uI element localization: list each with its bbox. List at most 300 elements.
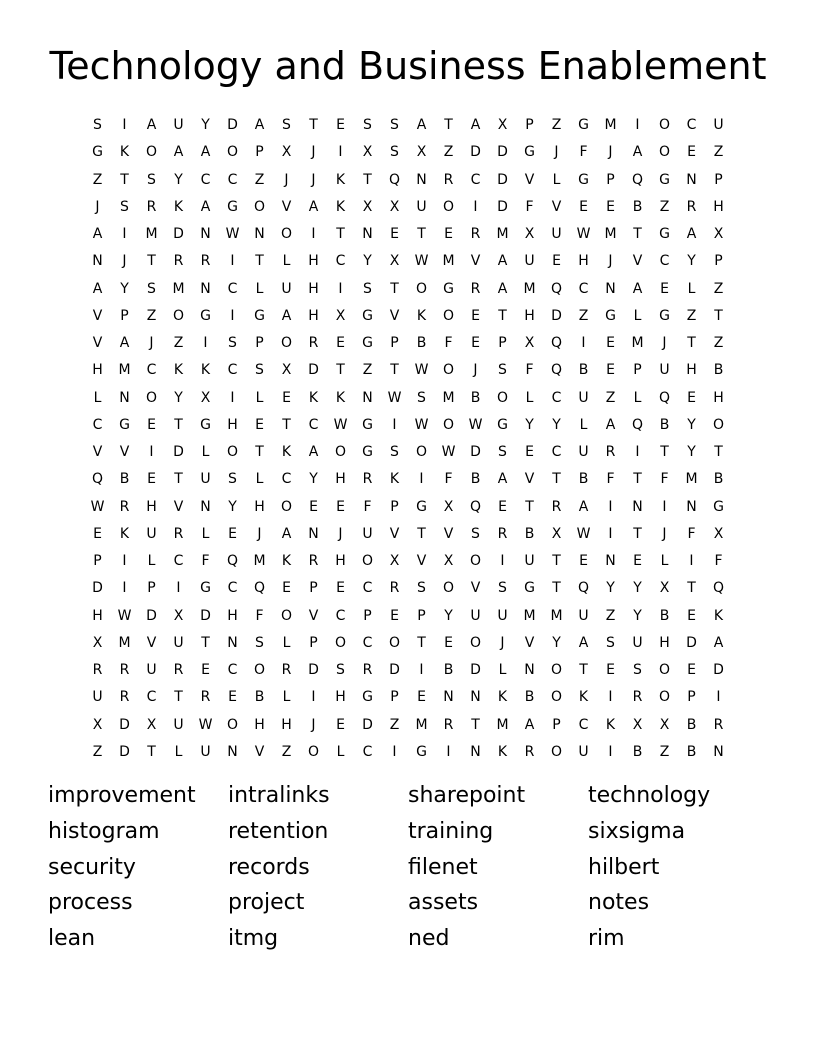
- grid-letter: V: [524, 634, 535, 651]
- grid-letter: Z: [92, 743, 103, 760]
- grid-letter: A: [146, 117, 157, 133]
- grid-letter: O: [145, 144, 158, 161]
- word-list-item: security: [48, 854, 136, 880]
- grid-letter: L: [147, 553, 156, 569]
- grid-letter: U: [713, 117, 724, 133]
- grid-letter: C: [362, 743, 373, 760]
- grid-letter: X: [389, 553, 400, 569]
- grid-letter: F: [255, 607, 264, 624]
- grid-letter: I: [176, 580, 181, 597]
- grid-letter: I: [716, 689, 721, 706]
- grid-letter: E: [201, 662, 210, 678]
- grid-letter: U: [173, 117, 184, 133]
- grid-letter: I: [122, 553, 127, 569]
- word-list-item: histogram: [48, 818, 160, 844]
- grid-letter: O: [253, 198, 266, 215]
- grid-letter: G: [254, 307, 265, 324]
- grid-letter: F: [714, 553, 723, 569]
- grid-letter: X: [659, 580, 670, 597]
- grid-letter: M: [118, 362, 131, 379]
- grid-letter: X: [335, 307, 346, 324]
- grid-letter: O: [469, 634, 482, 651]
- grid-letter: O: [415, 444, 428, 460]
- grid-letter: Y: [174, 171, 183, 188]
- grid-letter: A: [497, 280, 508, 297]
- grid-letter: W: [441, 444, 456, 460]
- grid-letter: W: [387, 389, 402, 406]
- grid-letter: R: [443, 171, 454, 188]
- grid-letter: V: [416, 553, 427, 569]
- grid-letter: F: [687, 525, 696, 542]
- grid-letter: F: [444, 335, 453, 351]
- grid-letter: O: [442, 362, 455, 379]
- grid-letter: I: [581, 335, 586, 351]
- grid-letter: E: [336, 498, 345, 515]
- grid-letter: W: [468, 416, 483, 433]
- grid-letter: L: [255, 389, 264, 406]
- grid-letter: M: [118, 634, 131, 651]
- grid-letter: O: [658, 117, 671, 133]
- grid-letter: L: [633, 307, 642, 324]
- grid-letter: V: [92, 335, 103, 351]
- grid-letter: G: [119, 416, 130, 433]
- grid-letter: V: [470, 253, 481, 270]
- grid-letter: D: [119, 743, 130, 760]
- grid-letter: B: [524, 689, 535, 706]
- grid-letter: K: [713, 607, 724, 624]
- grid-letter: G: [362, 444, 373, 460]
- grid-letter: B: [659, 416, 670, 433]
- grid-letter: K: [389, 471, 400, 488]
- grid-letter: A: [686, 226, 697, 242]
- grid-letter: L: [552, 171, 561, 188]
- grid-letter: Y: [552, 416, 561, 433]
- grid-letter: K: [578, 689, 589, 706]
- grid-letter: X: [200, 389, 211, 406]
- grid-letter: Z: [389, 716, 400, 733]
- grid-letter: H: [335, 471, 346, 488]
- grid-letter: M: [685, 471, 698, 488]
- grid-letter: U: [173, 716, 184, 733]
- grid-letter: N: [308, 525, 319, 542]
- grid-letter: R: [308, 553, 319, 569]
- grid-letter: M: [442, 253, 455, 270]
- grid-letter: P: [390, 335, 399, 351]
- grid-letter: S: [255, 634, 264, 651]
- grid-letter: P: [525, 117, 534, 133]
- grid-letter: Z: [92, 171, 103, 188]
- grid-letter: O: [280, 607, 293, 624]
- grid-letter: P: [552, 716, 561, 733]
- grid-letter: F: [363, 498, 372, 515]
- grid-letter: O: [226, 716, 239, 733]
- grid-letter: D: [227, 117, 238, 133]
- grid-letter: E: [336, 117, 345, 133]
- grid-letter: D: [92, 580, 103, 597]
- grid-letter: G: [92, 144, 103, 161]
- word-list-item: records: [228, 854, 310, 880]
- grid-letter: C: [308, 416, 319, 433]
- grid-letter: G: [659, 171, 670, 188]
- grid-letter: E: [606, 335, 615, 351]
- grid-letter: L: [633, 389, 642, 406]
- grid-letter: N: [605, 553, 616, 569]
- grid-letter: T: [687, 580, 696, 597]
- grid-letter: H: [308, 307, 319, 324]
- grid-letter: R: [119, 689, 130, 706]
- grid-letter: M: [145, 226, 158, 242]
- grid-letter: T: [336, 362, 345, 379]
- grid-letter: C: [578, 716, 589, 733]
- grid-letter: X: [497, 117, 508, 133]
- grid-letter: N: [362, 226, 373, 242]
- grid-letter: P: [633, 362, 642, 379]
- grid-letter: U: [578, 444, 589, 460]
- grid-letter: H: [227, 416, 238, 433]
- grid-letter: J: [500, 634, 505, 651]
- grid-letter: U: [551, 226, 562, 242]
- grid-letter: V: [389, 307, 400, 324]
- grid-letter: I: [311, 689, 316, 706]
- grid-letter: B: [119, 471, 130, 488]
- grid-letter: O: [550, 743, 563, 760]
- grid-letter: P: [606, 171, 615, 188]
- grid-letter: Z: [362, 362, 373, 379]
- grid-letter: C: [92, 416, 103, 433]
- grid-letter: Y: [120, 280, 129, 297]
- grid-letter: Z: [173, 335, 184, 351]
- grid-letter: E: [390, 607, 399, 624]
- grid-letter: E: [147, 416, 156, 433]
- grid-letter: G: [605, 307, 616, 324]
- word-list-item: sixsigma: [588, 818, 686, 844]
- grid-letter: T: [444, 117, 453, 133]
- grid-letter: C: [173, 553, 184, 569]
- grid-letter: R: [605, 444, 616, 460]
- grid-letter: W: [576, 525, 591, 542]
- grid-letter: R: [308, 335, 319, 351]
- grid-letter: V: [119, 444, 130, 460]
- grid-letter: M: [442, 389, 455, 406]
- grid-letter: Y: [633, 607, 642, 624]
- grid-letter: U: [524, 553, 535, 569]
- grid-letter: M: [604, 117, 617, 133]
- grid-letter: G: [713, 498, 724, 515]
- grid-letter: I: [122, 117, 127, 133]
- grid-letter: O: [388, 634, 401, 651]
- grid-letter: Q: [388, 171, 401, 188]
- grid-letter: T: [633, 471, 642, 488]
- grid-letter: N: [227, 634, 238, 651]
- grid-letter: G: [497, 416, 508, 433]
- grid-letter: R: [362, 471, 373, 488]
- grid-letter: T: [633, 525, 642, 542]
- grid-letter: H: [92, 607, 103, 624]
- grid-letter: C: [551, 389, 562, 406]
- grid-letter: L: [201, 525, 210, 542]
- grid-letter: F: [579, 144, 588, 161]
- grid-letter: S: [471, 525, 480, 542]
- grid-letter: E: [606, 198, 615, 215]
- grid-letter: R: [200, 689, 211, 706]
- grid-letter: Y: [633, 580, 642, 597]
- grid-letter: E: [255, 416, 264, 433]
- grid-letter: R: [632, 689, 643, 706]
- grid-letter: E: [147, 471, 156, 488]
- grid-letter: B: [524, 525, 535, 542]
- grid-letter: V: [470, 580, 481, 597]
- grid-letter: P: [390, 498, 399, 515]
- grid-letter: E: [417, 689, 426, 706]
- grid-letter: J: [311, 144, 316, 161]
- grid-letter: G: [578, 117, 589, 133]
- grid-letter: L: [93, 389, 102, 406]
- grid-letter: K: [200, 362, 211, 379]
- grid-letter: U: [470, 607, 481, 624]
- grid-letter: A: [497, 253, 508, 270]
- grid-letter: J: [311, 716, 316, 733]
- grid-letter: D: [146, 607, 157, 624]
- grid-letter: N: [632, 498, 643, 515]
- grid-letter: K: [119, 144, 130, 161]
- grid-letter: T: [552, 553, 561, 569]
- grid-letter: L: [498, 662, 507, 678]
- grid-letter: Z: [605, 607, 616, 624]
- grid-letter: N: [119, 389, 130, 406]
- grid-letter: H: [92, 362, 103, 379]
- word-list-item: lean: [48, 926, 96, 951]
- grid-letter: G: [200, 580, 211, 597]
- grid-letter: P: [309, 634, 318, 651]
- grid-letter: P: [120, 307, 129, 324]
- grid-letter: A: [92, 280, 103, 297]
- grid-letter: I: [419, 662, 424, 678]
- grid-letter: T: [147, 253, 156, 270]
- grid-letter: X: [443, 498, 454, 515]
- grid-letter: R: [173, 253, 184, 270]
- grid-letter: S: [606, 634, 615, 651]
- grid-letter: E: [633, 553, 642, 569]
- grid-letter: C: [146, 689, 157, 706]
- grid-letter: L: [201, 444, 210, 460]
- grid-letter: B: [713, 471, 724, 488]
- grid-letter: E: [660, 280, 669, 297]
- grid-letter: Q: [658, 389, 671, 406]
- grid-letter: M: [523, 280, 536, 297]
- grid-letter: X: [416, 144, 427, 161]
- grid-letter: S: [228, 471, 237, 488]
- grid-letter: Y: [228, 498, 237, 515]
- grid-letter: Z: [551, 117, 562, 133]
- grid-letter: R: [146, 198, 157, 215]
- grid-letter: H: [281, 716, 292, 733]
- word-list-item: technology: [588, 783, 711, 808]
- grid-letter: C: [227, 280, 238, 297]
- grid-letter: O: [280, 226, 293, 242]
- grid-letter: E: [309, 498, 318, 515]
- word-list-item: process: [48, 890, 133, 916]
- grid-letter: A: [281, 525, 292, 542]
- grid-letter: R: [119, 498, 130, 515]
- grid-letter: T: [255, 444, 264, 460]
- grid-letter: L: [579, 416, 588, 433]
- grid-letter: N: [227, 743, 238, 760]
- grid-letter: H: [335, 553, 346, 569]
- grid-letter: G: [362, 416, 373, 433]
- grid-letter: C: [200, 171, 211, 188]
- grid-letter: E: [687, 389, 696, 406]
- grid-letter: O: [307, 743, 320, 760]
- grid-letter: O: [469, 553, 482, 569]
- grid-letter: P: [309, 580, 318, 597]
- grid-letter: N: [92, 253, 103, 270]
- grid-letter: I: [446, 743, 451, 760]
- grid-letter: K: [335, 198, 346, 215]
- grid-letter: W: [225, 226, 240, 242]
- grid-letter: P: [714, 253, 723, 270]
- grid-letter: B: [632, 198, 643, 215]
- grid-letter: O: [712, 416, 725, 433]
- grid-letter: C: [551, 444, 562, 460]
- grid-letter: E: [687, 144, 696, 161]
- grid-letter: O: [550, 662, 563, 678]
- grid-letter: C: [146, 362, 157, 379]
- grid-letter: B: [416, 335, 427, 351]
- grid-letter: C: [362, 634, 373, 651]
- grid-letter: A: [119, 335, 130, 351]
- grid-letter: L: [687, 280, 696, 297]
- grid-letter: T: [552, 580, 561, 597]
- grid-letter: Q: [91, 471, 104, 488]
- grid-letter: W: [117, 607, 132, 624]
- grid-letter: T: [417, 634, 426, 651]
- grid-letter: X: [362, 144, 373, 161]
- grid-letter: Z: [281, 743, 292, 760]
- grid-letter: Z: [659, 198, 670, 215]
- grid-letter: O: [658, 144, 671, 161]
- grid-letter: I: [230, 253, 235, 270]
- grid-letter: N: [713, 743, 724, 760]
- grid-letter: F: [525, 198, 534, 215]
- grid-letter: S: [417, 580, 426, 597]
- grid-letter: V: [308, 607, 319, 624]
- grid-letter: J: [311, 171, 316, 188]
- grid-letter: Y: [687, 416, 696, 433]
- grid-letter: S: [120, 198, 129, 215]
- grid-letter: T: [174, 471, 183, 488]
- grid-letter: X: [443, 553, 454, 569]
- grid-letter: V: [281, 198, 292, 215]
- grid-letter: Z: [713, 144, 724, 161]
- grid-letter: C: [686, 117, 697, 133]
- grid-letter: R: [470, 226, 481, 242]
- grid-letter: S: [336, 662, 345, 678]
- grid-letter: D: [173, 444, 184, 460]
- grid-letter: Y: [174, 389, 183, 406]
- grid-letter: D: [308, 362, 319, 379]
- grid-letter: S: [498, 580, 507, 597]
- grid-letter: Q: [631, 171, 644, 188]
- grid-letter: C: [335, 253, 346, 270]
- grid-letter: S: [390, 117, 399, 133]
- grid-letter: O: [442, 580, 455, 597]
- grid-letter: W: [576, 226, 591, 242]
- grid-letter: U: [200, 471, 211, 488]
- grid-letter: M: [172, 280, 185, 297]
- grid-letter: E: [579, 198, 588, 215]
- grid-letter: T: [255, 253, 264, 270]
- grid-letter: O: [550, 689, 563, 706]
- grid-letter: Y: [552, 634, 561, 651]
- grid-letter: S: [390, 444, 399, 460]
- grid-letter: O: [145, 389, 158, 406]
- grid-letter: R: [686, 198, 697, 215]
- grid-letter: E: [552, 253, 561, 270]
- grid-letter: K: [173, 362, 184, 379]
- grid-letter: U: [200, 743, 211, 760]
- grid-letter: D: [551, 307, 562, 324]
- grid-letter: E: [282, 580, 291, 597]
- grid-letter: L: [282, 689, 291, 706]
- grid-letter: A: [605, 416, 616, 433]
- grid-letter: I: [149, 444, 154, 460]
- grid-letter: N: [362, 389, 373, 406]
- grid-letter: Y: [606, 580, 615, 597]
- grid-letter: B: [578, 471, 589, 488]
- grid-letter: E: [606, 362, 615, 379]
- grid-letter: U: [416, 198, 427, 215]
- grid-letter: J: [473, 362, 478, 379]
- grid-letter: O: [253, 662, 266, 678]
- grid-letter: T: [687, 335, 696, 351]
- grid-letter: R: [92, 662, 103, 678]
- grid-letter: E: [471, 307, 480, 324]
- grid-letter: R: [443, 716, 454, 733]
- grid-letter: P: [417, 607, 426, 624]
- grid-letter: I: [662, 498, 667, 515]
- grid-letter: O: [415, 280, 428, 297]
- grid-letter: V: [632, 253, 643, 270]
- grid-letter: H: [308, 280, 319, 297]
- grid-letter: D: [497, 198, 508, 215]
- grid-letter: V: [443, 525, 454, 542]
- grid-letter: X: [389, 198, 400, 215]
- grid-letter: I: [635, 117, 640, 133]
- grid-letter: S: [147, 171, 156, 188]
- grid-letter: H: [578, 253, 589, 270]
- word-list-item: hilbert: [588, 854, 660, 880]
- grid-letter: J: [338, 525, 343, 542]
- grid-letter: C: [227, 362, 238, 379]
- word-list-item: training: [408, 818, 494, 844]
- grid-letter: R: [389, 580, 400, 597]
- grid-letter: I: [608, 525, 613, 542]
- grid-letter: A: [470, 117, 481, 133]
- grid-letter: A: [254, 117, 265, 133]
- grid-letter: A: [200, 198, 211, 215]
- grid-letter: I: [500, 553, 505, 569]
- grid-letter: H: [524, 307, 535, 324]
- grid-letter: M: [253, 553, 266, 569]
- grid-letter: H: [659, 634, 670, 651]
- grid-letter: C: [227, 662, 238, 678]
- grid-letter: K: [497, 743, 508, 760]
- grid-letter: K: [416, 307, 427, 324]
- grid-letter: X: [632, 716, 643, 733]
- grid-letter: R: [362, 662, 373, 678]
- grid-letter: T: [309, 117, 318, 133]
- grid-letter: F: [660, 471, 669, 488]
